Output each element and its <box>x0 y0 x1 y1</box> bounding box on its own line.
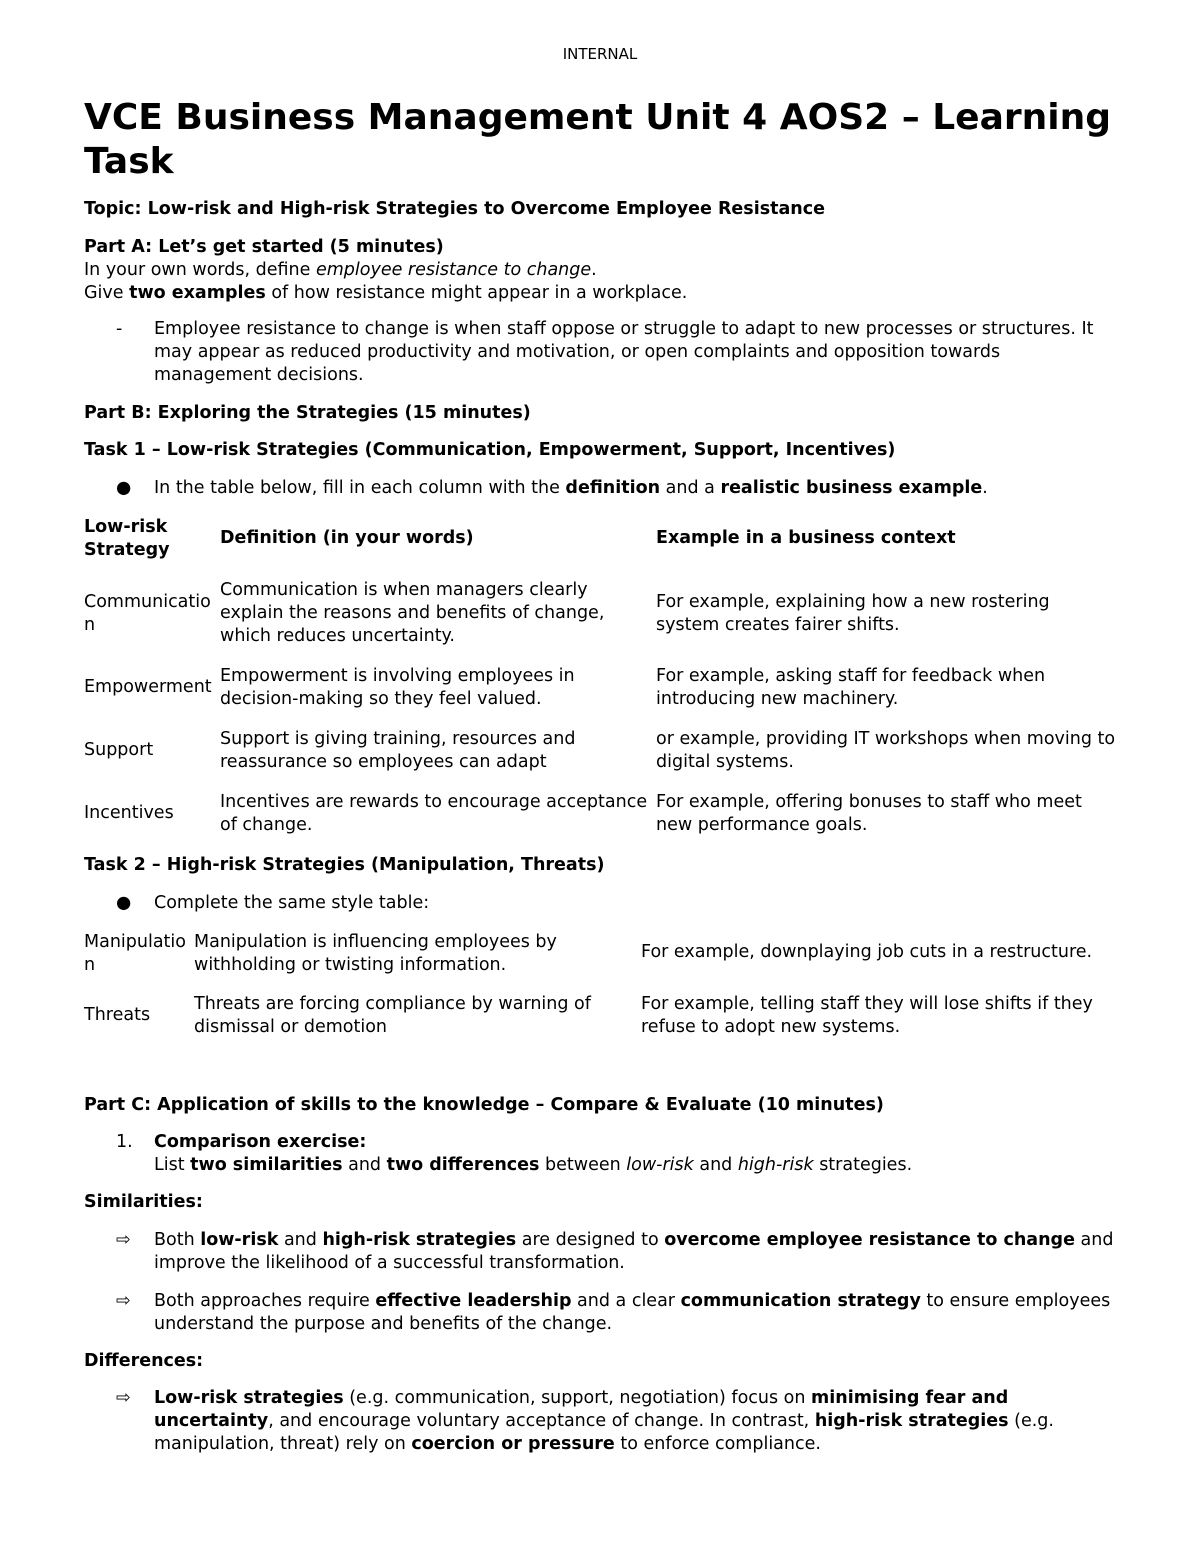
example-cell: or example, providing IT workshops when moving to digital systems. <box>656 729 1116 772</box>
bullet-icon: ● <box>116 478 132 498</box>
definition-cell: Support is giving training, resources and reassurance so employees can adapt <box>220 729 576 772</box>
table-row <box>84 993 1116 1039</box>
strategy-cell: Threats <box>84 1005 151 1025</box>
strategy-cell: Manipulation <box>84 932 186 975</box>
classification-label: INTERNAL <box>562 45 638 63</box>
answer-text: Employee resistance to change is when staff oppose or struggle to adapt to new processes or structures. It may appear as reduced productivity and motivation, or open complaints and opposition towards management decisions. <box>154 319 1094 385</box>
arrow-icon: ⇨ <box>116 1388 131 1408</box>
definition-cell: Threats are forcing compliance by warning of dismissal or demotion <box>194 994 591 1037</box>
arrow-icon: ⇨ <box>116 1230 131 1250</box>
strategy-cell: Communication <box>84 592 211 635</box>
bullet-icon: ● <box>116 893 132 913</box>
example-cell: For example, asking staff for feedback when introducing new machinery. <box>656 666 1046 709</box>
example-cell: For example, telling staff they will lose shifts if they refuse to adopt new systems. <box>641 994 1093 1037</box>
similarities-heading: Similarities: <box>84 1192 203 1212</box>
part-b-heading: Part B: Exploring the Strategies (15 minutes) <box>84 403 531 423</box>
definition-cell: Incentives are rewards to encourage acceptance of change. <box>220 792 648 835</box>
part-c-heading: Part C: Application of skills to the knowledge – Compare & Evaluate (10 minutes) <box>84 1095 884 1115</box>
table-row <box>84 728 1116 774</box>
part-a-line-1: In your own words, define employee resistance to change. <box>84 260 597 280</box>
column-header: Definition (in your words) <box>220 528 474 548</box>
topic-heading: Topic: Low-risk and High-risk Strategies to Overcome Employee Resistance <box>84 199 825 219</box>
example-cell: For example, explaining how a new rostering system creates fairer shifts. <box>656 592 1050 635</box>
column-header: Example in a business context <box>656 528 956 548</box>
example-cell: For example, offering bonuses to staff who meet new performance goals. <box>656 792 1082 835</box>
dash-marker: - <box>116 319 123 339</box>
strategy-cell: Incentives <box>84 803 174 823</box>
item-number: 1. <box>116 1132 133 1152</box>
table-row <box>84 665 1116 711</box>
task-1-heading: Task 1 – Low-risk Strategies (Communication, Empowerment, Support, Incentives) <box>84 440 896 460</box>
column-header: Low-risk Strategy <box>84 517 170 560</box>
definition-cell: Empowerment is involving employees in decision-making so they feel valued. <box>220 666 575 709</box>
table-row <box>84 579 1116 648</box>
definition-cell: Communication is when managers clearly explain the reasons and benefits of change, which reduces uncertainty. <box>220 580 605 646</box>
strategy-cell: Support <box>84 740 154 760</box>
differences-heading: Differences: <box>84 1351 204 1371</box>
table-row <box>84 791 1116 837</box>
definition-cell: Manipulation is influencing employees by withholding or twisting information. <box>194 932 557 975</box>
table-header-row <box>84 516 1116 562</box>
example-cell: For example, downplaying job cuts in a restructure. <box>641 942 1093 962</box>
task-2-heading: Task 2 – High-risk Strategies (Manipulation, Threats) <box>84 855 605 875</box>
part-a-heading: Part A: Let’s get started (5 minutes) <box>84 237 444 257</box>
part-a-line-2: Give two examples of how resistance might appear in a workplace. <box>84 283 688 303</box>
arrow-icon: ⇨ <box>116 1291 131 1311</box>
strategy-cell: Empowerment <box>84 677 212 697</box>
document-title: VCE Business Management Unit 4 AOS2 – Learning Task <box>84 97 1112 182</box>
table-row <box>84 931 1116 977</box>
